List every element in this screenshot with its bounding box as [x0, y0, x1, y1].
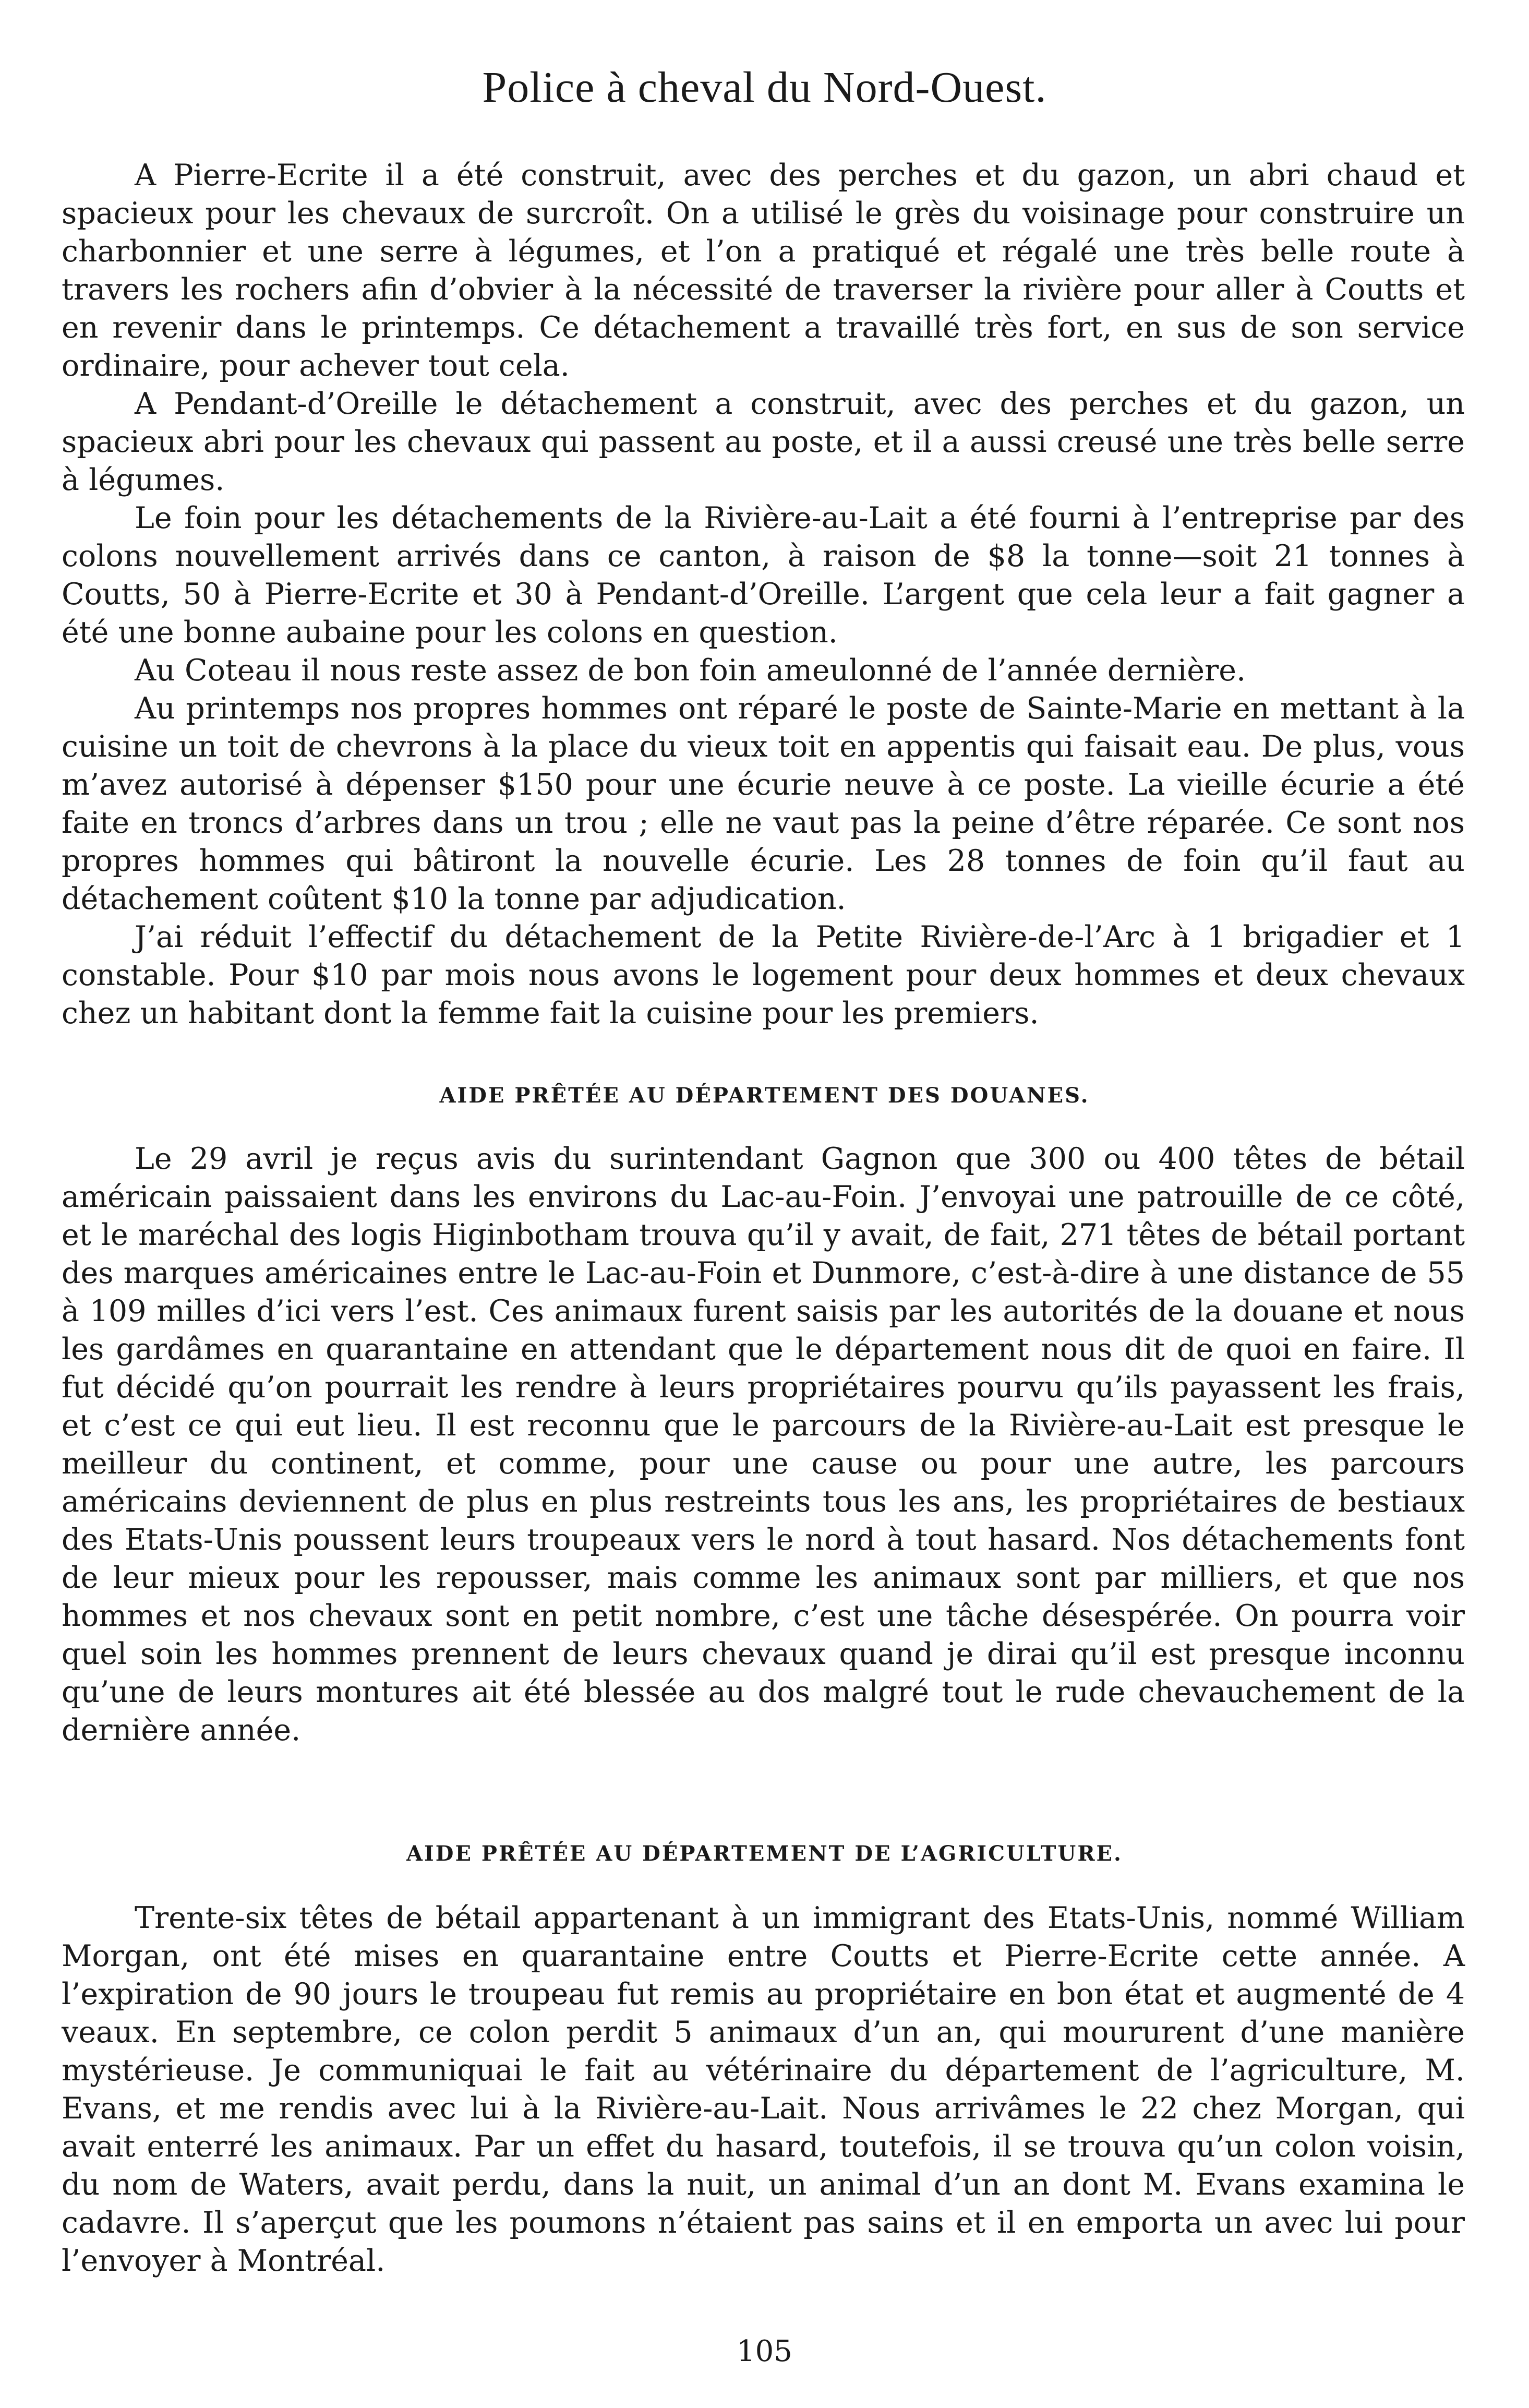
- paragraph: Au printemps nos propres hommes ont réparé le poste de Sainte-Marie en mettant à la cuisine un toit de chevrons à la place du vieux toit en appentis qui faisait eau. De plus, vous m’avez autorisé à dépenser $150 pour une écurie neuve à ce poste. La vieille écurie a été faite en troncs d’arbres dans un trou ; elle ne vaut pas la peine d’être réparée. Ce sont nos propres hommes qui bâtiront la nouvelle écurie. Les 28 tonnes de foin qu’il faut au détachement coûtent $10 la tonne par adjudication.: [62, 691, 1465, 916]
- paragraph: Le foin pour les détachements de la Rivière-au-Lait a été fourni à l’entreprise par des colons nouvellement arrivés dans ce canton, à raison de $8 la tonne—soit 21 tonnes à Coutts, 50 à Pierre-Ecrite et 30 à Pendant-d’Oreille. L’argent que cela leur a fait gagner a été une bonne aubaine pour les colons en question.: [62, 501, 1465, 650]
- running-title: Police à cheval du Nord-Ouest.: [482, 63, 1047, 112]
- intro-section: [62, 157, 1465, 1033]
- agriculture-section: [62, 1899, 1465, 2280]
- section-heading-douanes: AIDE PRÊTÉE AU DÉPARTEMENT DES DOUANES.: [439, 1083, 1090, 1108]
- page-number: 105: [737, 2334, 792, 2368]
- section-heading-agriculture: AIDE PRÊTÉE AU DÉPARTEMENT DE L’AGRICULTURE.: [406, 1841, 1123, 1866]
- douanes-section: [62, 1140, 1465, 1750]
- paragraph: A Pendant-d’Oreille le détachement a construit, avec des perches et du gazon, un spacieux abri pour les chevaux qui passent au poste, et il a aussi creusé une très belle serre à légumes.: [62, 387, 1465, 497]
- paragraph: A Pierre-Ecrite il a été construit, avec des perches et du gazon, un abri chaud et spacieux pour les chevaux de surcroît. On a utilisé le grès du voisinage pour construire un charbonnier et une serre à légumes, et l’on a pratiqué et régalé une très belle route à travers les rochers afin d’obvier à la nécessité de traverser la rivière pour aller à Coutts et en revenir dans le printemps. Ce détachement a travaillé très fort, en sus de son service ordinaire, pour achever tout cela.: [62, 158, 1465, 383]
- paragraph: Le 29 avril je reçus avis du surintendant Gagnon que 300 ou 400 têtes de bétail américain paissaient dans les environs du Lac-au-Foin. J’envoyai une patrouille de ce côté, et le maréchal des logis Higinbotham trouva qu’il y avait, de fait, 271 têtes de bétail portant des marques américaines entre le Lac-au-Foin et Dunmore, c’est-à-dire à une distance de 55 à 109 milles d’ici vers l’est. Ces animaux furent saisis par les autorités de la douane et nous les gardâmes en quarantaine en attendant que le département nous dit de quoi en faire. Il fut décidé qu’on pourrait les rendre à leurs propriétaires pourvu qu’ils payassent les frais, et c’est ce qui eut lieu. Il est reconnu que le parcours de la Rivière-au-Lait est presque le meilleur du continent, et comme, pour une cause ou pour une autre, les parcours américains deviennent de plus en plus restreints tous les ans, les propriétaires de bestiaux des Etats-Unis poussent leurs troupeaux vers le nord à tout hasard. Nos détachements font de leur mieux pour les repousser, mais comme les animaux sont par milliers, et que nos hommes et nos chevaux sont en petit nombre, c’est une tâche désespérée. On pourra voir quel soin les hommes prennent de leurs chevaux quand je dirai qu’il est presque inconnu qu’une de leurs montures ait été blessée au dos malgré tout le rude chevauchement de la dernière année.: [62, 1142, 1465, 1747]
- paragraph: J’ai réduit l’effectif du détachement de la Petite Rivière-de-l’Arc à 1 brigadier et 1 constable. Pour $10 par mois nous avons le logement pour deux hommes et deux chevaux chez un habitant dont la femme fait la cuisine pour les premiers.: [62, 920, 1465, 1031]
- paragraph: Trente-six têtes de bétail appartenant à un immigrant des Etats-Unis, nommé William Morgan, ont été mises en quarantaine entre Coutts et Pierre-Ecrite cette année. A l’expiration de 90 jours le troupeau fut remis au propriétaire en bon état et augmenté de 4 veaux. En septembre, ce colon perdit 5 animaux d’un an, qui moururent d’une manière mystérieuse. Je communiquai le fait au vétérinaire du département de l’agriculture, M. Evans, et me rendis avec lui à la Rivière-au-Lait. Nous arrivâmes le 22 chez Morgan, qui avait enterré les animaux. Par un effet du hasard, toutefois, il se trouva qu’un colon voisin, du nom de Waters, avait perdu, dans la nuit, un animal d’un an dont M. Evans examina le cadavre. Il s’aperçut que les poumons n’étaient pas sains et il en emporta un avec lui pour l’envoyer à Montréal.: [62, 1901, 1465, 2278]
- paragraph: Au Coteau il nous reste assez de bon foin ameulonné de l’année dernière.: [135, 653, 1246, 688]
